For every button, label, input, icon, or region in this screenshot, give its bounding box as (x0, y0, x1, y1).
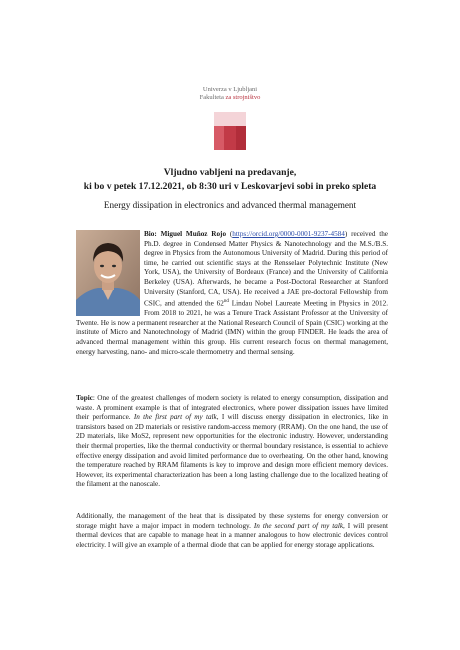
title-line-2: ki bo v petek 17.12.2021, ob 8:30 uri v Leskovarjevi sobi in preko spleta (83, 181, 377, 192)
title-line-1: Vljudno vabljeni na predavanje, (163, 167, 297, 178)
para2-text-b: I will present thermal devices that are capable to manage heat in a manner analogous to how electronic devices control electricity. I will give an example of a thermal diode that can be applied for energy storage applications. (76, 521, 388, 549)
invitation-title (40, 166, 420, 194)
para2-text-a: Additionally, the management of the heat that is dissipated by these systems for energy conversion or storage might have a major impact in modern technology. (76, 512, 388, 530)
speaker-name: Miguel Muñoz Rojo (160, 230, 227, 238)
university-name: Univerza v Ljubljani (202, 86, 258, 93)
bio-superscript: nd (223, 299, 229, 305)
faculty-logo-icon (206, 110, 254, 154)
topic-text-a: : One of the greatest challenges of modern society is related to energy consumption, dissipation and waste. A prominent example is that of integrated electronics, where power dissipation issues have limited their performance. (76, 394, 388, 422)
bio-text-b: Lindau Nobel Laureate Meeting in Physics in 2012. From 2018 to 2021, he was a Tenure Track Assistant Professor at the University of Twente. He is now a permanent researcher at the National Research Council of Spain (CSIC) working at the institute of Micro and Nanotechnology of Madrid (IMN) within the group FINDER. He leads the area of advanced thermal management within this group. His current research focus on thermal management, energy harvesting, nano- and micro-scale thermometry and thermal sensing. (76, 299, 388, 356)
second-paragraph (76, 512, 388, 550)
university-header (0, 86, 460, 102)
talk-title: Energy dissipation in electronics and advanced thermal management (103, 200, 357, 210)
topic-label: Topic (76, 394, 93, 402)
topic-text-b: I will discuss energy dissipation in electronics, like in transistors based on 2D materials or resistive random-access memory (RRAM). On the one hand, the use of 2D materials, like MoS2, represent new opportunities for the electronic industry. However, understanding their thermal properties, like the thermal conductivity or thermal boundary resistance, is essential to achieve effective energy dissipation and avoid limited performance due to overheating. On the other hand, knowing the temperature reached by RRAM filaments is key to improve and design more efficient memory devices. However, its experimental characterization has been a long lasting challenge due to the localized heating of the filament at the nanoscale. (76, 413, 388, 489)
bio-label: Bio: (144, 230, 157, 238)
topic-italic-a: In the first part of my talk, (133, 413, 219, 422)
topic-paragraph (76, 394, 388, 490)
bio-text-a: received the Ph.D. degree in Condensed Matter Physics & Nanotechnology and the M.S./B.S. degree in Physics from the Autonomous University of Madrid. During this period of time, he carried out scientific stays at the Rensselaer Polytechnic Institute (New York, USA), the University of Bordeaux (France) and the University of California Berkeley (USA). Afterwards, he became a Post-Doctoral Researcher at Stanford University (Stanford, CA, USA). He received a JAE pre-doctoral Fellowship from CSIC, and attended the 62 (144, 230, 388, 308)
orcid-link[interactable]: https://orcid.org/0000-0001-9237-4584 (232, 230, 345, 238)
faculty-name: Fakulteta za strojništvo (199, 94, 261, 101)
speaker-bio: Bio: Miguel Muñoz Rojo (https://orcid.org/0000-0001-9237-4584) received the Ph.D. degree in Condensed Matter Physics & Nanotechnology and the M.S./B.S. degree in Physics from the Autonomous University of Madrid. During this period of time, he carried out scientific stays at the Rensselaer Polytechnic Institute (New York, USA), the University of Bordeaux (France) and the University of California Berkeley (USA). Afterwards, he became a Post-Doctoral Researcher at Stanford University (Stanford, CA, USA). He received a JAE pre-doctoral Fellowship from CSIC, and attended the 62nd Lindau Nobel Laureate Meeting in Physics in 2012. From 2018 to 2021, he was a Tenure Track Assistant Professor at the University of Twente. He is now a permanent researcher at the National Research Council of Spain (CSIC) working at the institute of Micro and Nanotechnology of Madrid (IMN) within the group FINDER. He leads the area of advanced thermal management within this group. His current research focus on thermal management, energy harvesting, nano- and micro-scale thermometry and thermal sensing. (76, 230, 388, 356)
para2-italic-a: In the second part of my talk, (253, 521, 345, 530)
